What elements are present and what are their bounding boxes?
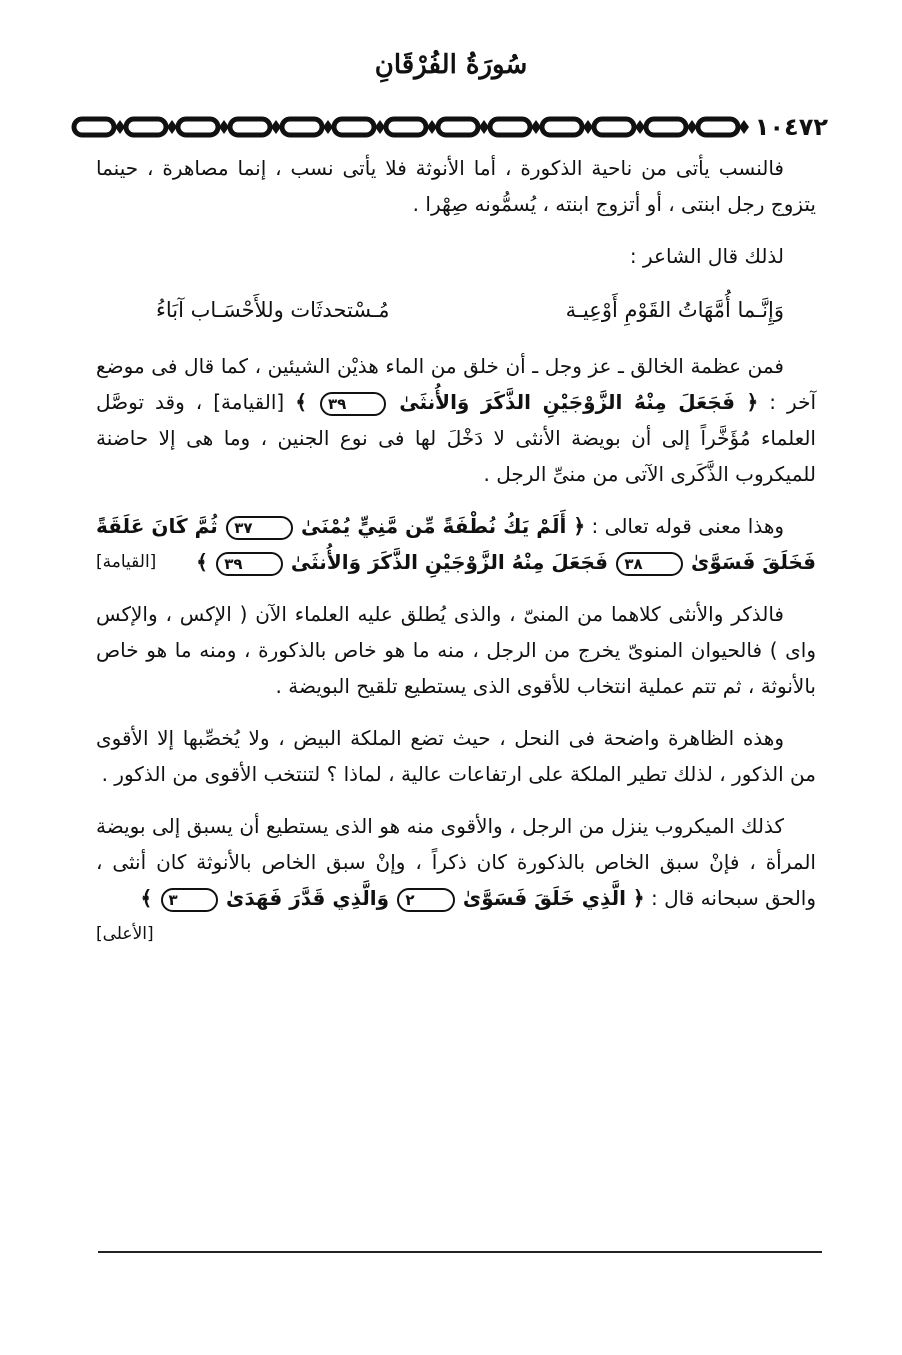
ayah-number-badge: ٣٩ (216, 552, 282, 576)
paragraph (96, 348, 816, 492)
ornament-chain-icon (70, 112, 840, 142)
paragraph (96, 508, 816, 580)
paragraph: وهذه الظاهرة واضحة فى النحل ، حيث تضع الملكة البيض ، ولا يُخصِّبها إلا الأقوى من الذكور ، لذلك تطير الملكة على ارتفاعات عالية ، لماذا ؟ لتنتخب الأقوى من الذكور . (96, 726, 816, 786)
paragraph-text: ، وقد توصَّل العلماء مُؤَخَّراً إلى أن بويضة الأنثى لا دَخْلَ لها فى نوع الجنين ، وما هى إلا حاضنة للميكروب الذَّكَرى الآتى من منىِّ الرجل . (96, 390, 816, 486)
quran-bracket: ﴾ (140, 886, 153, 910)
ayah-number-badge: ٣ (161, 888, 218, 912)
poem-verse (96, 292, 816, 328)
surah-reference: [الأعلى] (96, 924, 154, 944)
footer-divider (98, 1251, 822, 1253)
paragraph (96, 808, 816, 944)
poem-hemistich-first: وَإِنَّـما أُمَّهَاتُ القَوْمِ أَوْعِيـة (565, 298, 784, 322)
paragraph-text: كذلك الميكروب ينزل من الرجل ، والأقوى منه هو الذى يستطيع أن يسبق إلى بويضة المرأة ، فإنْ سبق الخاص بالذكورة كان ذكراً ، وإنْ سبق الخاص بالأنوثة كان أنثى ، والحق سبحانه قال : (96, 814, 816, 910)
surah-title: سُورَةُ الفُرْقَانِ (374, 50, 528, 80)
quran-quote: ﴿ فَجَعَلَ مِنْهُ الزَّوْجَيْنِ الذَّكَرَ وَالأُنثَىٰ (399, 390, 759, 414)
ornamental-border (70, 112, 840, 142)
quran-quote: ﴿ أَلَمْ يَكُ نُطْفَةً مِّن مَّنِيٍّ يُمْنَىٰ (301, 514, 586, 538)
quran-bracket: ﴾ (295, 390, 307, 414)
quran-quote: فَجَعَلَ مِنْهُ الزَّوْجَيْنِ الذَّكَرَ وَالأُنثَىٰ (290, 550, 608, 574)
paragraph: لذلك قال الشاعر : (629, 244, 784, 268)
ayah-number-badge: ٣٧ (226, 516, 292, 540)
quran-quote: وَالَّذِي قَدَّرَ فَهَدَىٰ (226, 886, 389, 910)
paragraph-text: فمن عظمة الخالق ـ عز وجل ـ أن خلق من الماء هذيْن الشيئين ، كما قال فى موضع آخر : (96, 354, 817, 414)
page-number: ١٠٤٧٢ (751, 112, 832, 142)
quran-quote: ﴿ الَّذِي خَلَقَ فَسَوَّىٰ (462, 886, 645, 910)
surah-reference: [القيامة] (96, 552, 157, 572)
quran-quote: ثُمَّ كَانَ عَلَقَةً فَخَلَقَ فَسَوَّىٰ (96, 514, 816, 574)
quran-bracket: ﴾ (196, 550, 208, 574)
poem-hemistich-second: مُـسْتحدثَات وللأَحْسَـاب آبَاءُ (156, 298, 390, 322)
surah-reference: [القيامة] (213, 390, 285, 414)
paragraph: فالذكر والأنثى كلاهما من المنىّ ، والذى يُطلق عليه العلماء الآن ( الإكس ، والإكس واى ) فالحيوان المنوىّ يخرج من الرجل ، منه ما هو خاص بالذكورة ، ومنه ما هو خاص بالأنوثة ، ثم تتم عملية انتخاب للأقوى الذى يستطيع تلقيح البويضة . (96, 602, 816, 698)
paragraph-text: وهذا معنى قوله تعالى : (591, 514, 785, 538)
ayah-number-badge: ٣٩ (320, 392, 386, 416)
paragraph: فالنسب يأتى من ناحية الذكورة ، أما الأنوثة فلا يأتى نسب ، إنما مصاهرة ، حينما يتزوج رجل ابنتى ، أو أتزوج ابنته ، يُسمُّونه صِهْرا . (96, 156, 816, 216)
ayah-number-badge: ٣٨ (616, 552, 682, 576)
page-body (96, 150, 816, 952)
ayah-number-badge: ٢ (397, 888, 454, 912)
